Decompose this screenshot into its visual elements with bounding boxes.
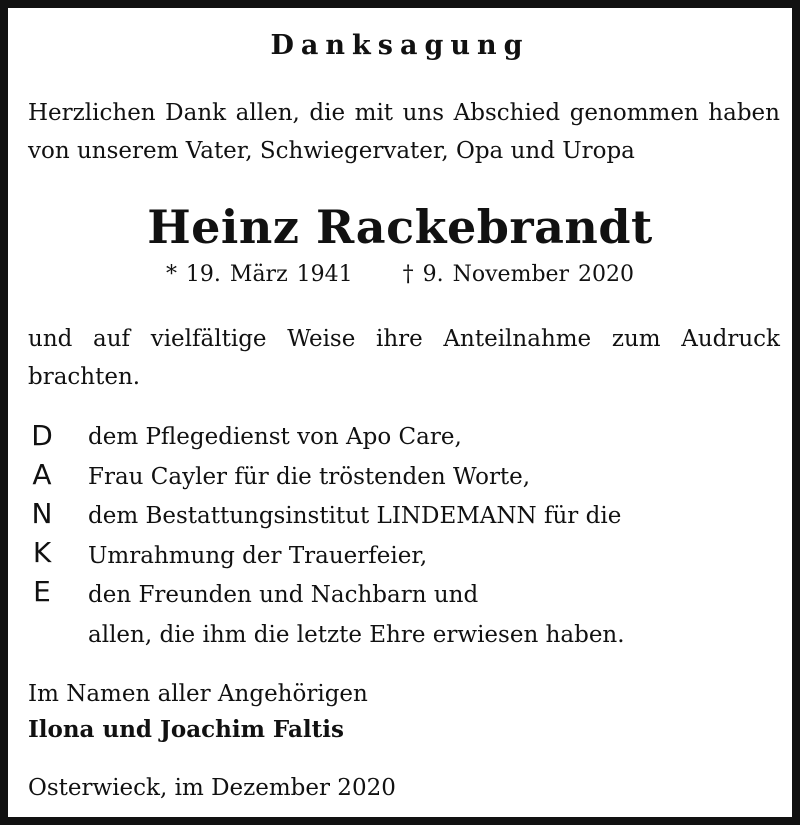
- thanks-list: [88, 418, 768, 655]
- thanks-line: allen, die ihm die letzte Ehre erwiesen haben.: [88, 621, 625, 648]
- heading: Danksagung: [270, 30, 530, 61]
- birth-date: * 19. März 1941: [165, 262, 353, 287]
- thanks-line: dem Pflegedienst von Apo Care,: [88, 424, 462, 450]
- thanks-line: Frau Cayler für die tröstenden Worte,: [88, 463, 531, 490]
- danke-letter: A: [32, 458, 52, 491]
- danke-letter: D: [31, 419, 53, 452]
- life-dates: [8, 262, 792, 287]
- signature-names: Ilona und Joachim Faltis: [28, 716, 344, 743]
- thanks-line: dem Bestattungsinstitut LINDEMANN für die: [88, 503, 622, 529]
- thanks-line: Umrahmung der Trauerfeier,: [88, 542, 428, 569]
- death-date: † 9. November 2020: [402, 262, 635, 287]
- deceased-name: Heinz Rackebrandt: [147, 200, 653, 254]
- danke-letter: N: [31, 497, 53, 530]
- danke-acrostic: [22, 416, 62, 611]
- danke-letter: E: [33, 575, 51, 608]
- intro-text: Herzlichen Dank allen, die mit uns Abschied genommen haben von unserem Vater, Schwiegervater, Opa und Uropa: [28, 100, 780, 164]
- danke-letter: K: [32, 536, 52, 569]
- thanks-line: den Freunden und Nachbarn und: [88, 582, 479, 608]
- place-date: Osterwieck, im Dezember 2020: [28, 775, 396, 801]
- sympathy-text: und auf vielfältige Weise ihre Anteilnahme zum Audruck brachten.: [28, 326, 780, 390]
- signature-lead: Im Namen aller Angehörigen: [28, 681, 368, 707]
